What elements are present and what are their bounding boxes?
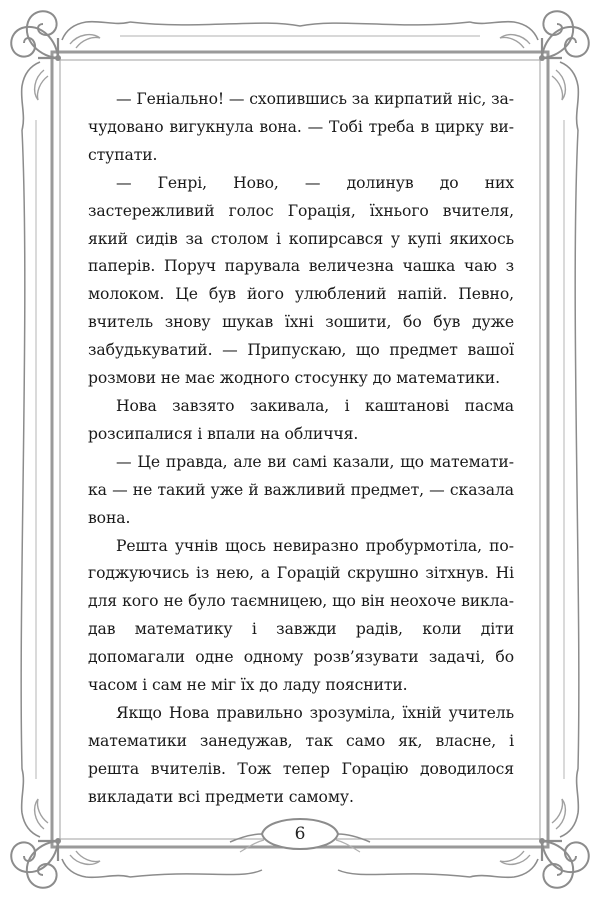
page-number: 6 [294,824,306,844]
paragraph: — Це правда, але ви самі казали, що математика — не такий уже й важливий предмет, — сказала вона. [88,452,514,527]
page-body-text [88,86,514,812]
paragraph: Решта учнів щось невиразно пробурмотіла, погоджуючись із нею, а Горацій скрушно зітхнув. Ні для кого не було таємницею, що він неохоче викладав математику і завжди радів, коли діти допомагали одне одному розв’язувати задачі, бо часом і сам не міг їх до ладу пояснити. [88,536,514,695]
paragraph: Якщо Нова правильно зрозуміла, їхній учитель математики занедужав, так само як, власне, і решта вчителів. Тож тепер Горацію доводилося викладати всі предмети самому. [88,703,514,806]
paragraph: — Генрі, Ново, — долинув до них застережливий голос Горація, їхнього вчителя, який сидів за столом і копирсався у купі якихось паперів. Поруч парувала величезна чашка чаю з молоком. Це був його улюблений напій. Певно, вчитель знову шукав їхні зошити, бо був дуже забудькуватий. — Припускаю, що предмет вашої розмови не має жодного стосунку до математики. [88,173,514,388]
paragraph: Нова завзято закивала, і каштанові пасма розсипалися і впали на обличчя. [88,396,514,443]
paragraph: — Геніально! — схопившись за кирпатий ніс, зачудовано вигукнула вона. — Тобі треба в цирку виступати. [88,90,514,164]
